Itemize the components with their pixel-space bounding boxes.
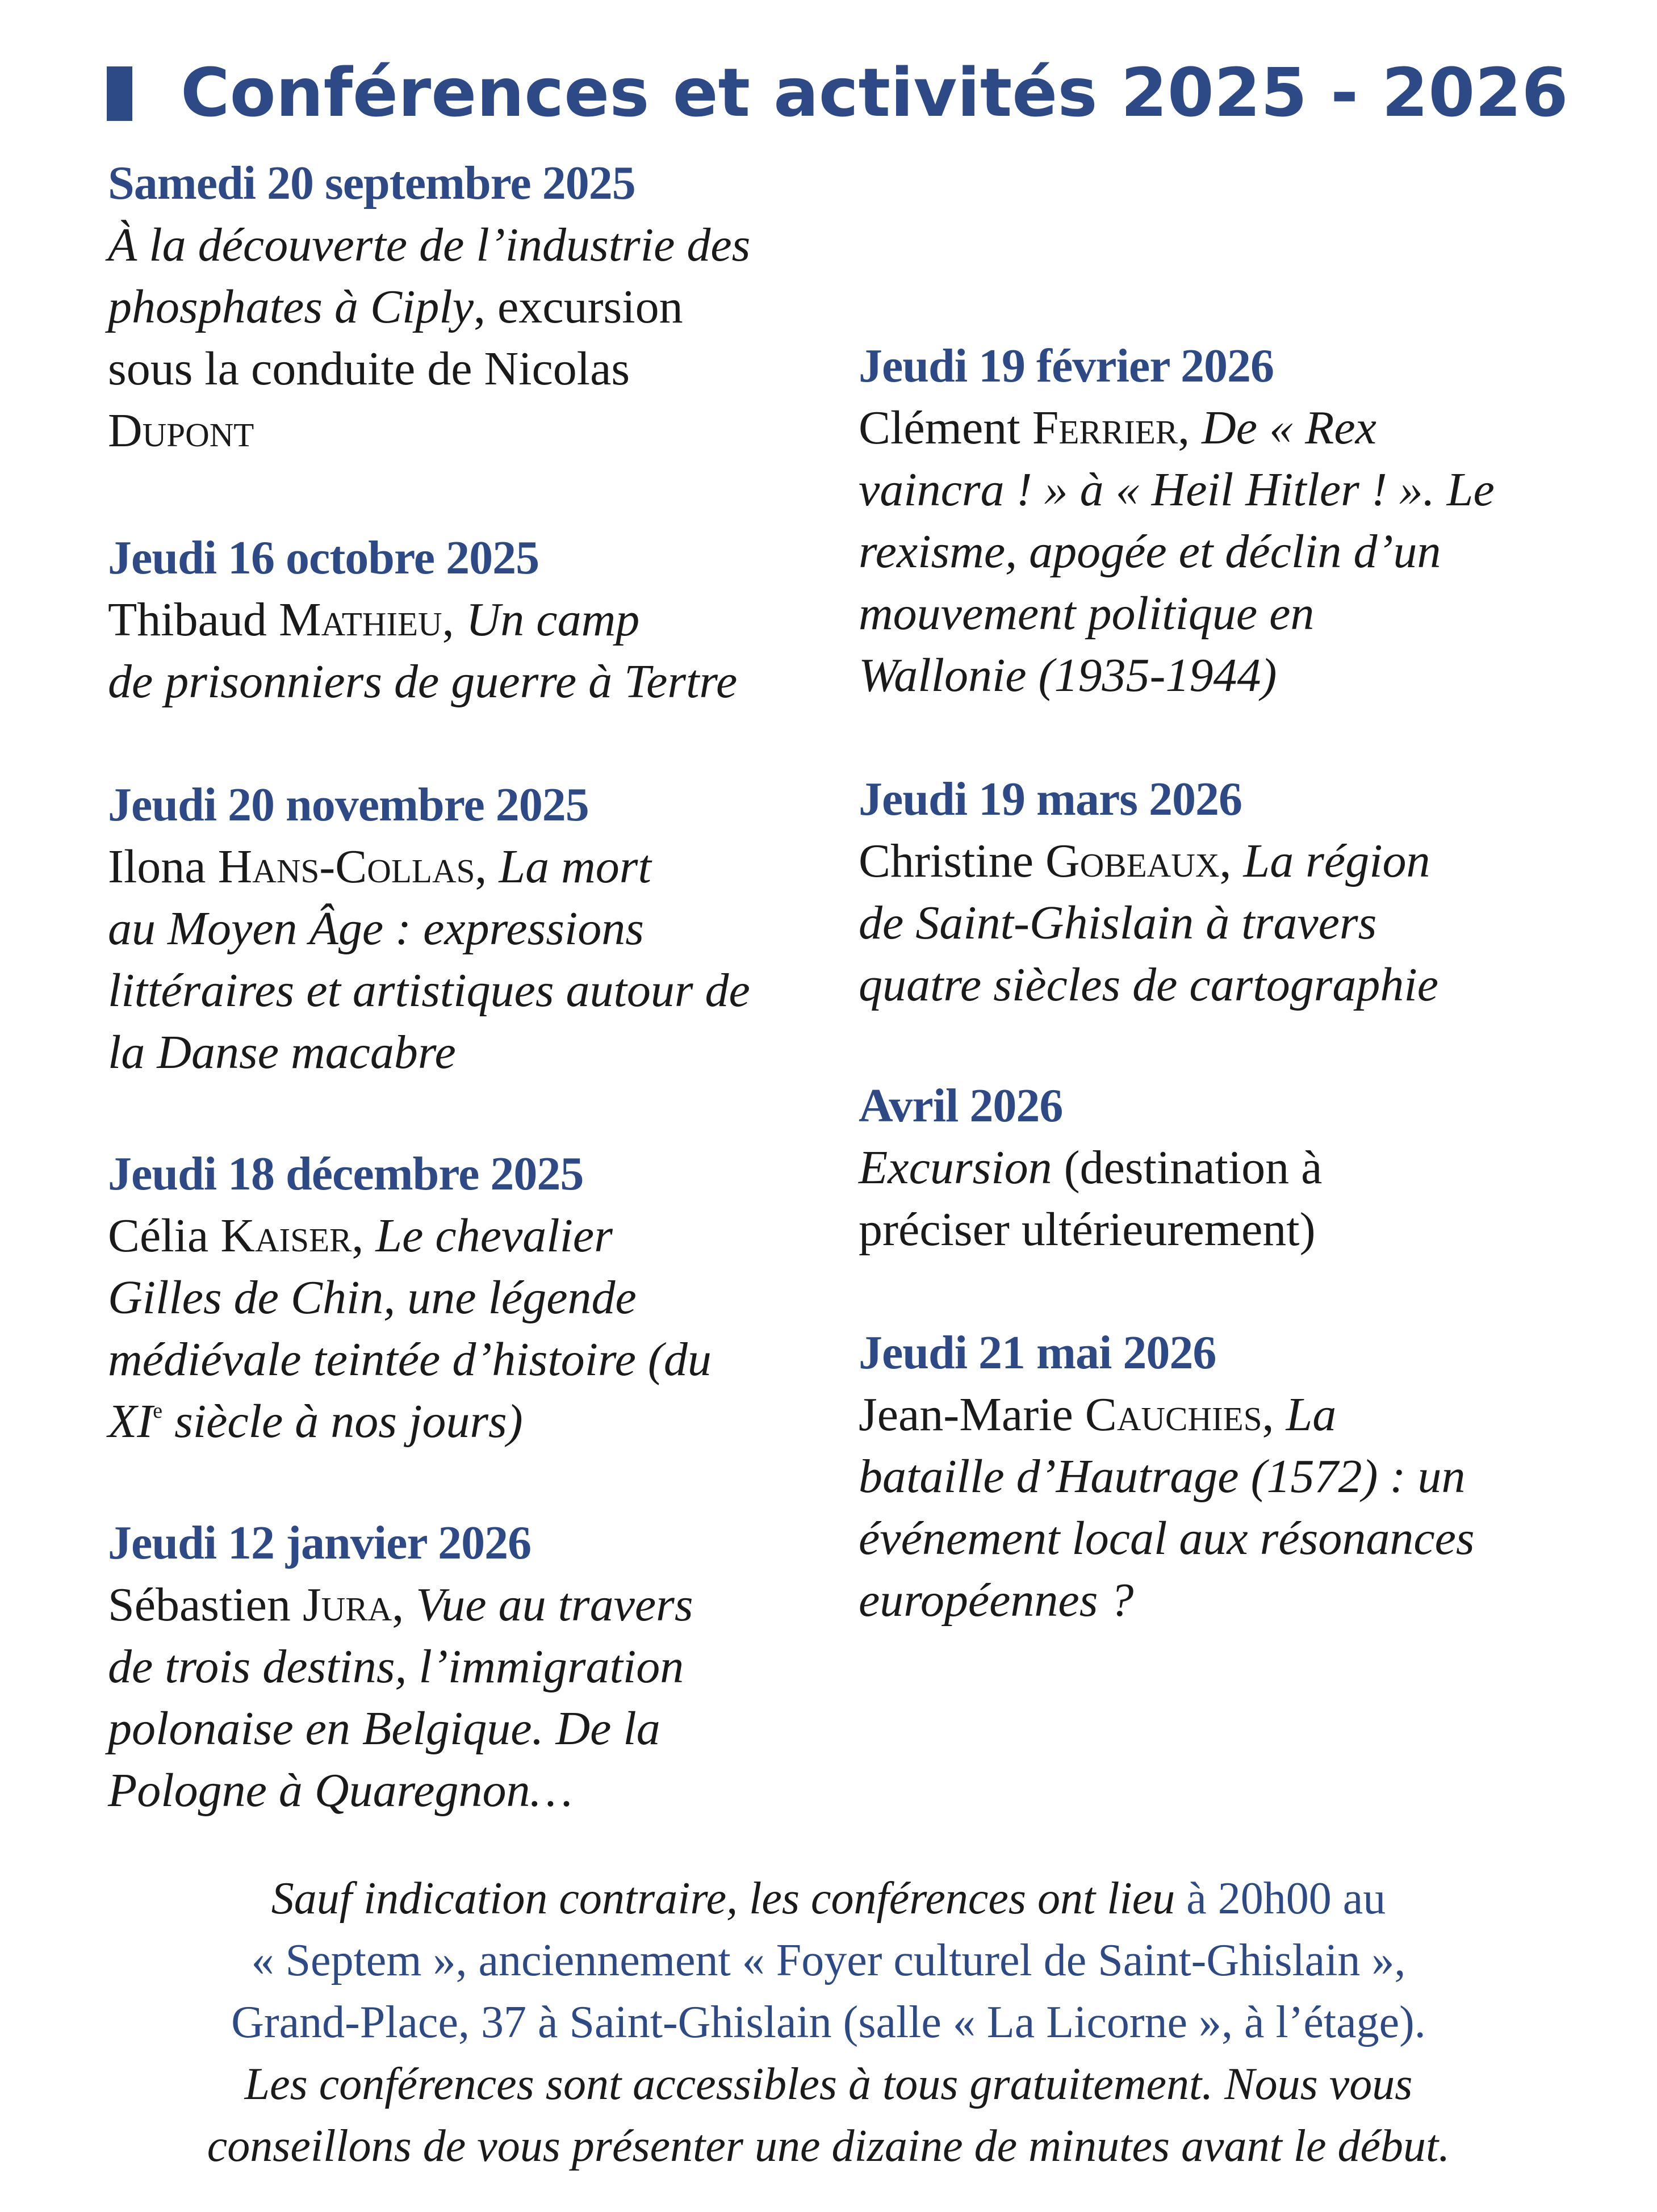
body-text: préciser ultérieurement): [859, 1203, 1316, 1256]
body-text: ,: [392, 1578, 416, 1631]
event-item: [108, 774, 818, 1083]
text-line: [108, 1698, 818, 1759]
venue-text: à 20h00 au: [1186, 1874, 1386, 1924]
title-text: Sauf indication contraire, les conférences ont lieu: [271, 1874, 1187, 1924]
body-text: Célia: [108, 1209, 221, 1262]
text-line: [108, 1390, 818, 1452]
text-line: [108, 1021, 818, 1083]
title-text: La: [1286, 1388, 1337, 1441]
body-text: ,: [1262, 1388, 1286, 1441]
event-item: [859, 768, 1608, 1016]
title-text: médiévale teintée d’histoire (du: [108, 1333, 712, 1386]
event-item: [859, 1075, 1608, 1260]
title-text: de Saint-Ghislain à travers: [859, 896, 1377, 949]
body-text: ,: [1219, 835, 1244, 887]
event-date: Samedi 20 septembre 2025: [108, 157, 635, 210]
body-text: (destination à: [1052, 1141, 1323, 1194]
text-line: [0, 1930, 1657, 1992]
text-line: [0, 2115, 1657, 2177]
venue-text: Grand-Place, 37 à Saint-Ghislain (salle « La Licorne », à l’étage).: [231, 1997, 1426, 2047]
venue-notice: [0, 1868, 1657, 2177]
event-date: Jeudi 19 février 2026: [859, 340, 1274, 392]
speaker-surname: Mathieu: [278, 593, 442, 646]
text-line: [108, 1329, 818, 1390]
text-line: [859, 583, 1608, 644]
text-line: [0, 1868, 1657, 1930]
title-text: rexisme, apogée et déclin d’un: [859, 525, 1441, 578]
text-line: [859, 644, 1608, 706]
title-text: La mort: [499, 840, 651, 893]
event-item: [859, 1322, 1608, 1631]
body-text: ,: [475, 840, 499, 893]
title-text: Pologne à Quaregnon…: [108, 1764, 573, 1817]
title-text: Le chevalier: [375, 1209, 613, 1262]
body-text: Sébastien: [108, 1578, 303, 1631]
event-item: [108, 1512, 818, 1821]
text-line: [108, 836, 818, 898]
body-text: Christine: [859, 835, 1045, 887]
body-text: Jean-Marie: [859, 1388, 1085, 1441]
event-item: [108, 152, 818, 462]
event-date: Jeudi 19 mars 2026: [859, 773, 1242, 826]
title-text: mouvement politique en: [859, 587, 1315, 640]
text-line: [859, 1446, 1608, 1507]
title-text: vaincra ! » à « Heil Hitler ! ». Le: [859, 463, 1495, 516]
text-line: [0, 2054, 1657, 2115]
text-line: [859, 1199, 1608, 1260]
title-text: XI: [108, 1395, 153, 1448]
text-line: [859, 1384, 1608, 1446]
title-text: Wallonie (1935-1944): [859, 649, 1277, 702]
text-line: [859, 892, 1608, 954]
title-marker-bar: [107, 66, 132, 121]
ordinal-suffix: e: [153, 1398, 163, 1423]
title-text: événement local aux résonances: [859, 1512, 1475, 1565]
title-text: au Moyen Âge : expressions: [108, 902, 644, 955]
title-text: de trois destins, l’immigration: [108, 1640, 684, 1693]
event-date: Jeudi 21 mai 2026: [859, 1326, 1216, 1379]
text-line: [108, 1759, 818, 1821]
body-text: Ilona: [108, 840, 218, 893]
text-line: [108, 338, 818, 400]
speaker-surname: Ferrier: [1032, 401, 1178, 454]
event-item: [108, 1143, 818, 1452]
event-date: Jeudi 16 octobre 2025: [108, 531, 539, 584]
event-item: [108, 527, 818, 713]
speaker-surname: Hans-Collas: [217, 840, 475, 893]
event-date: Jeudi 12 janvier 2026: [108, 1516, 532, 1569]
title-text: Vue au travers: [416, 1578, 693, 1631]
title-text: la Danse macabre: [108, 1026, 456, 1079]
text-line: [859, 1507, 1608, 1569]
text-line: [108, 1267, 818, 1329]
text-line: [108, 1205, 818, 1267]
text-line: [108, 276, 818, 338]
body-text: sous la conduite de Nicolas: [108, 342, 630, 395]
text-line: [108, 1636, 818, 1698]
title-text: conseillons de vous présenter une dizaine de minutes avant le début.: [207, 2121, 1450, 2171]
text-line: [108, 898, 818, 960]
body-text: ,: [1178, 401, 1202, 454]
event-item: [859, 335, 1608, 706]
text-line: [108, 1574, 818, 1636]
event-date: Jeudi 18 décembre 2025: [108, 1147, 584, 1200]
text-line: [108, 960, 818, 1021]
event-date: Avril 2026: [859, 1079, 1063, 1132]
text-line: [108, 214, 818, 276]
title-text: La région: [1243, 835, 1430, 887]
title-text: de prisonniers de guerre à Tertre: [108, 655, 738, 708]
title-text: bataille d’Hautrage (1572) : un: [859, 1450, 1466, 1503]
page-title: Conférences et activités 2025 - 2026: [181, 53, 1568, 132]
text-line: [859, 459, 1608, 521]
title-text: Gilles de Chin, une légende: [108, 1271, 637, 1324]
speaker-surname: Kaiser: [220, 1209, 352, 1262]
text-line: [108, 589, 818, 651]
text-line: [859, 1137, 1608, 1199]
title-text: Excursion: [859, 1141, 1052, 1194]
speaker-surname: Gobeaux: [1045, 835, 1220, 887]
title-text: quatre siècles de cartographie: [859, 958, 1439, 1011]
title-text: phosphates à Ciply: [108, 280, 474, 333]
title-text: À la découverte de l’industrie des: [108, 219, 751, 271]
title-text: polonaise en Belgique. De la: [108, 1702, 660, 1755]
body-text: ,: [352, 1209, 376, 1262]
title-text: De « Rex: [1202, 401, 1376, 454]
text-line: [859, 1569, 1608, 1631]
text-line: [859, 830, 1608, 892]
title-text: européennes ?: [859, 1574, 1134, 1627]
venue-text: « Septem », anciennement « Foyer culturel de Saint-Ghislain »,: [251, 1935, 1406, 1985]
event-date: Jeudi 20 novembre 2025: [108, 778, 589, 831]
text-line: [0, 1992, 1657, 2054]
body-text: ,: [442, 593, 466, 646]
title-text: Les conférences sont accessibles à tous gratuitement. Nous vous: [244, 2059, 1413, 2109]
text-line: [859, 954, 1608, 1016]
text-line: [108, 651, 818, 713]
text-line: [859, 397, 1608, 459]
speaker-surname: Dupont: [108, 404, 254, 457]
text-line: [108, 400, 818, 462]
title-text: Un camp: [466, 593, 640, 646]
speaker-surname: Cauchies: [1085, 1388, 1262, 1441]
body-text: Clément: [859, 401, 1032, 454]
speaker-surname: Jura: [302, 1578, 392, 1631]
title-text: littéraires et artistiques autour de: [108, 964, 750, 1017]
title-text: siècle à nos jours): [162, 1395, 523, 1448]
body-text: , excursion: [474, 280, 683, 333]
text-line: [859, 521, 1608, 583]
body-text: Thibaud: [108, 593, 279, 646]
